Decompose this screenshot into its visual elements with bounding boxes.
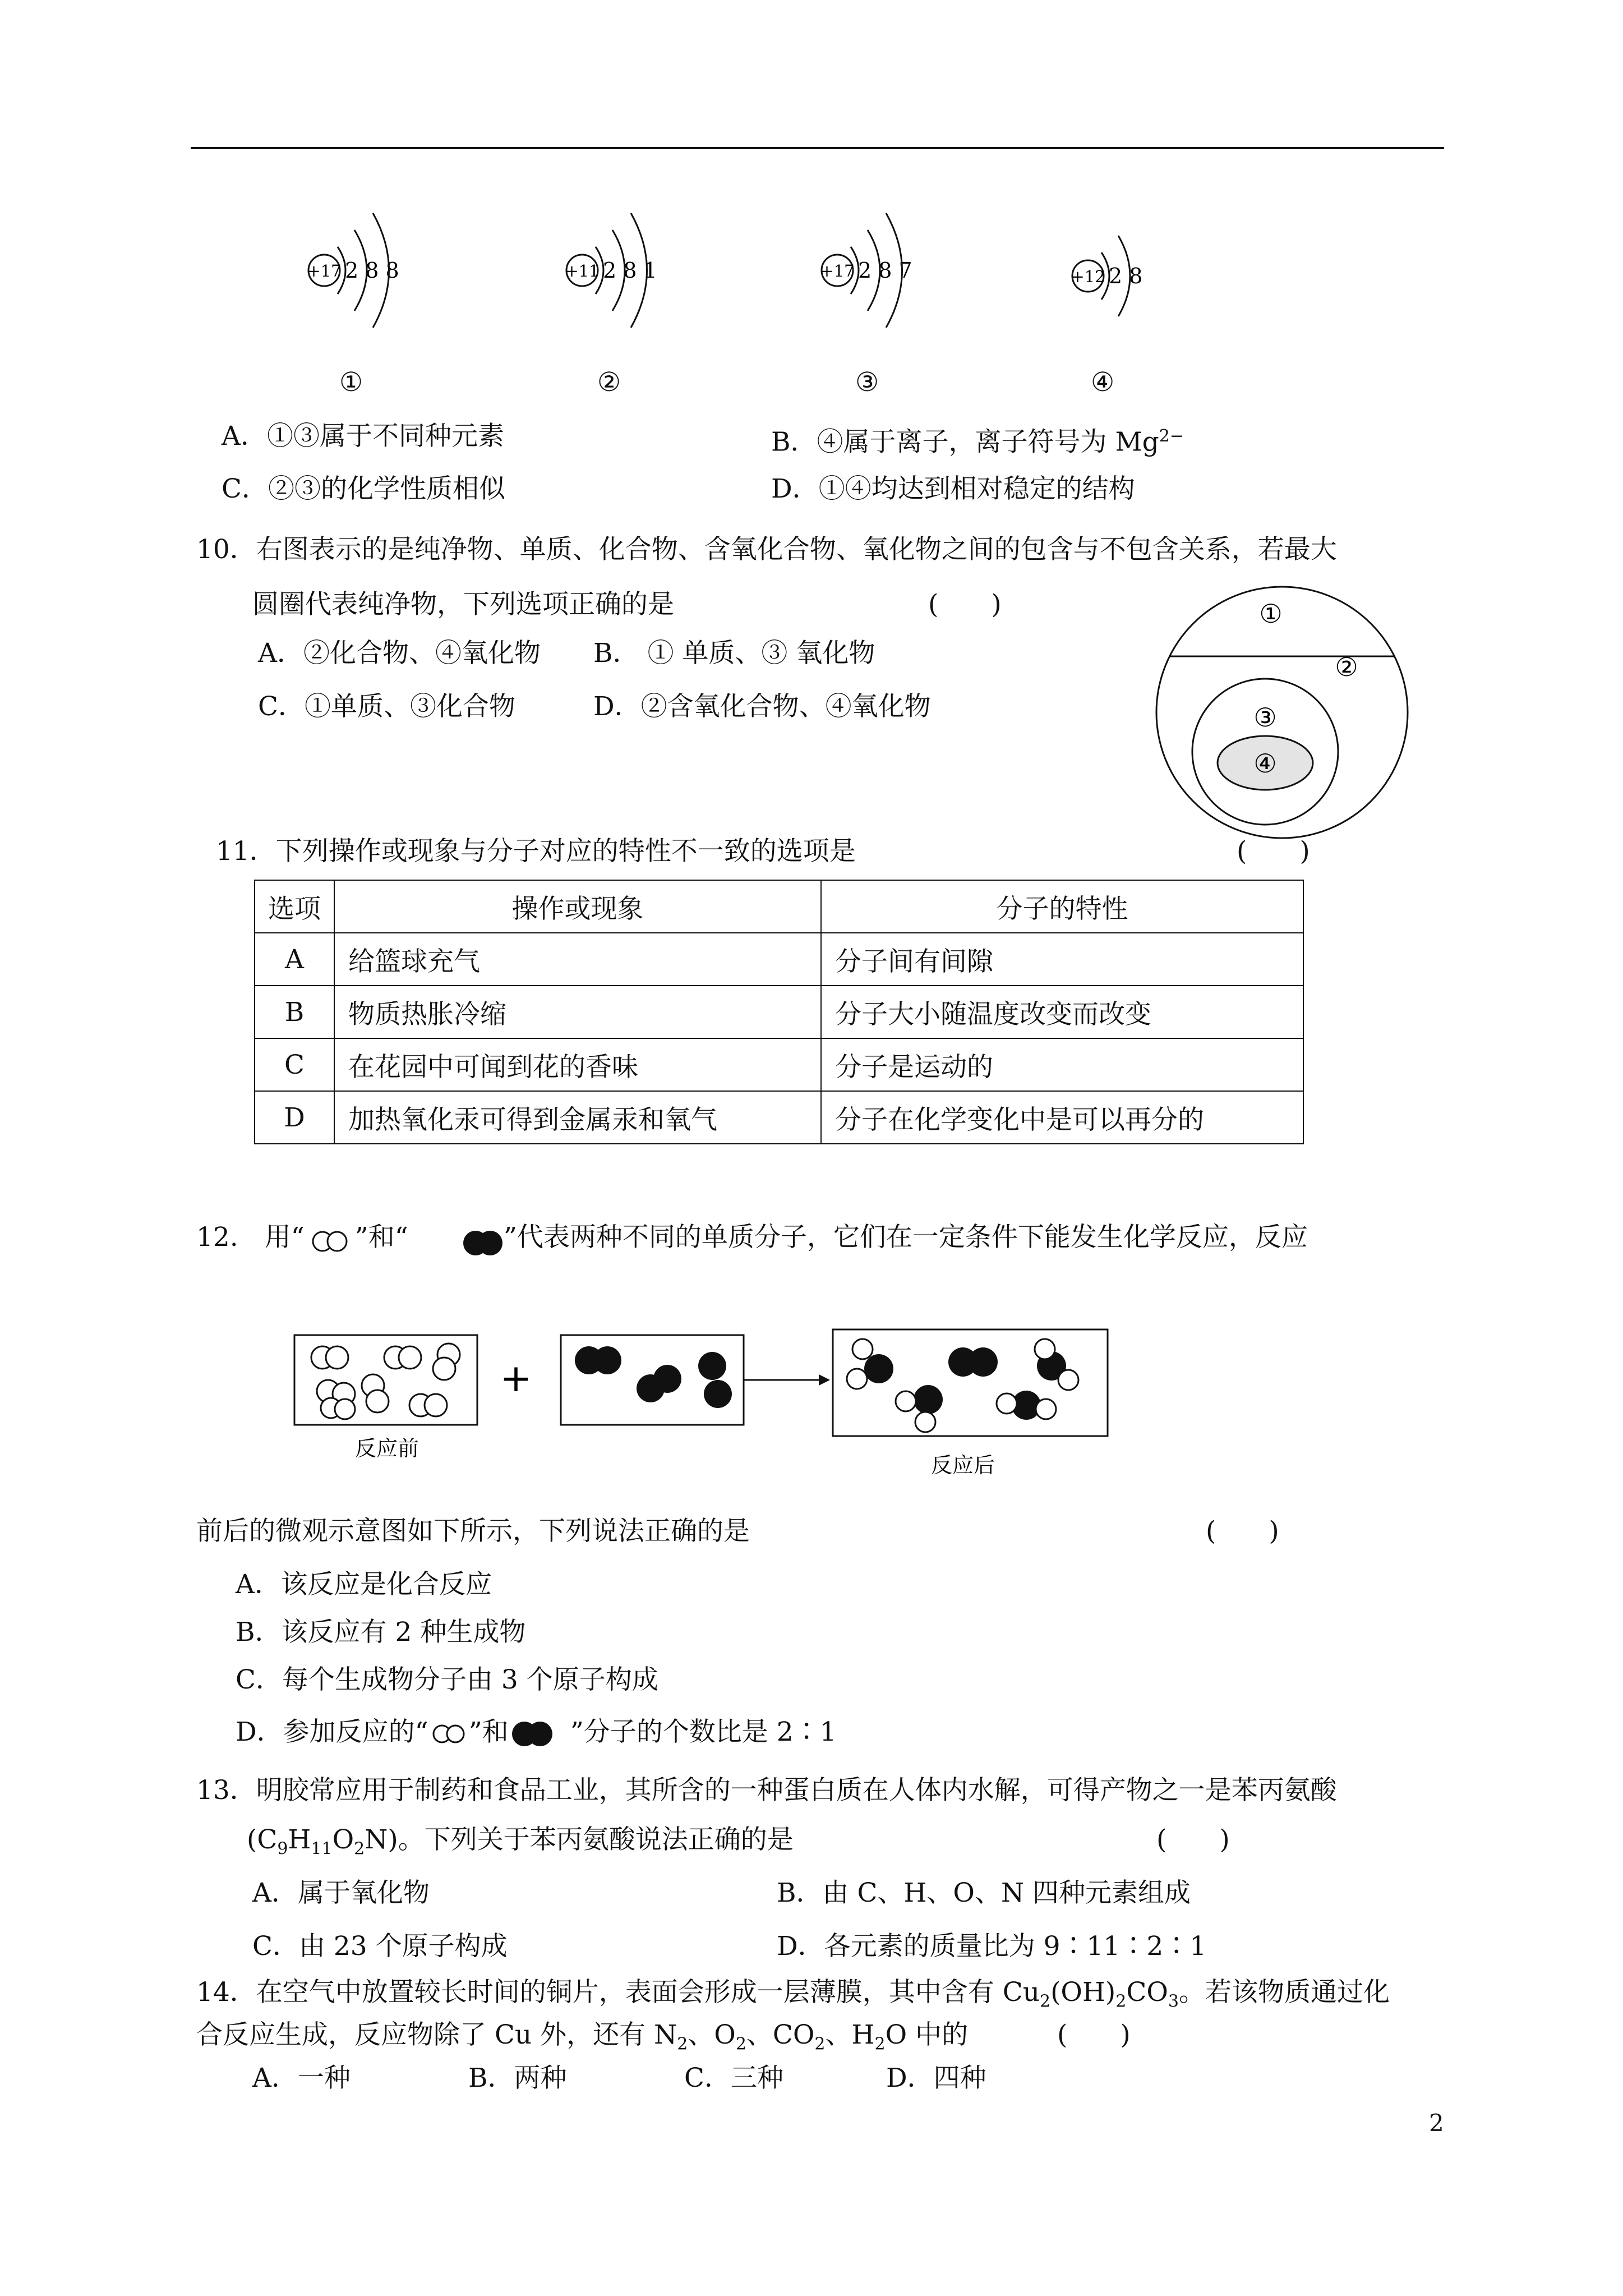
q9-option-b[interactable] bbox=[771, 420, 1184, 459]
q11-row-b-option: B bbox=[255, 986, 334, 1038]
q11-row-a-operation: 给篮球充气 bbox=[334, 933, 821, 986]
q11-row-c-property: 分子是运动的 bbox=[821, 1038, 1303, 1091]
q14-option-b[interactable]: B．两种 bbox=[468, 2063, 567, 2093]
q9-option-a[interactable]: A．①③属于不同种元素 bbox=[222, 421, 504, 452]
q12-option-b[interactable]: B．该反应有 2 种生成物 bbox=[236, 1617, 526, 1648]
reaction-after-label: 反应后 bbox=[931, 1453, 995, 1478]
q13-formula-sub-c: 9 bbox=[277, 1839, 288, 1859]
q10-option-d[interactable]: D．②含氧化合物、④氧化物 bbox=[593, 691, 931, 722]
q14-sub-co2: 2 bbox=[814, 2034, 826, 2054]
q13-formula-c: (C bbox=[247, 1824, 278, 1855]
q13-option-b[interactable]: B．由 C、H、O、N 四种元素组成 bbox=[777, 1878, 1191, 1908]
venn-label-3: ③ bbox=[1253, 702, 1277, 733]
black-molecule-icon bbox=[509, 1718, 570, 1750]
q12-stem-part3: ”代表两种不同的单质分子，它们在一定条件下能发生化学反应，反应 bbox=[503, 1222, 1308, 1253]
q11-row-d-operation: 加热氧化汞可得到金属汞和氧气 bbox=[334, 1091, 821, 1144]
q13-formula-h: H bbox=[288, 1824, 311, 1855]
atom-2-electrons: 2 8 1 bbox=[603, 258, 657, 283]
table-row[interactable] bbox=[255, 986, 1303, 1038]
q13-answer-paren[interactable]: ( ) bbox=[1156, 1824, 1230, 1855]
q12-stem-part2: ”和“ bbox=[354, 1222, 408, 1253]
q9-option-b-text: B．④属于离子，离子符号为 Mg bbox=[771, 426, 1159, 458]
q14-line1-part-b: (OH) bbox=[1050, 1977, 1116, 2008]
atom-1-nucleus: +17 bbox=[307, 261, 342, 280]
atom-diagram-2 bbox=[565, 213, 657, 328]
q14-line1-part-a: 14．在空气中放置较长时间的铜片，表面会形成一层薄膜，其中含有 Cu bbox=[196, 1977, 1040, 2008]
atom-diagram-3 bbox=[820, 213, 912, 328]
q9-option-b-charge: 2− bbox=[1159, 426, 1184, 446]
q11-row-d-option: D bbox=[255, 1091, 334, 1144]
q14-line2-part-e: O 中的 bbox=[885, 2019, 969, 2050]
q12-stem-part1: 12. 用“ bbox=[196, 1222, 305, 1253]
atom-3-nucleus: +17 bbox=[820, 261, 855, 280]
q12-option-d[interactable] bbox=[236, 1715, 837, 1750]
q11-stem: 11．下列操作或现象与分子对应的特性不一致的选项是 bbox=[216, 836, 856, 867]
header-rule bbox=[191, 147, 1444, 149]
atom-diagram-4 bbox=[1071, 236, 1142, 316]
q12-option-c[interactable]: C．每个生成物分子由 3 个原子构成 bbox=[236, 1664, 658, 1695]
atom-4-electrons: 2 8 bbox=[1109, 264, 1143, 288]
q13-option-d[interactable]: D．各元素的质量比为 9∶11∶2∶1 bbox=[777, 1931, 1207, 1962]
q11-header-operation: 操作或现象 bbox=[334, 880, 821, 933]
q14-option-a[interactable]: A．一种 bbox=[252, 2063, 351, 2093]
q12-option-d-part3: ”分子的个数比是 2∶1 bbox=[570, 1717, 837, 1747]
table-row[interactable] bbox=[255, 1091, 1303, 1144]
venn-label-4: ④ bbox=[1253, 748, 1277, 779]
q14-stem-line1 bbox=[196, 1976, 1390, 2018]
q11-row-b-operation: 物质热胀冷缩 bbox=[334, 986, 821, 1038]
atom-2-nucleus: +11 bbox=[565, 261, 600, 280]
atom-3-electrons: 2 8 7 bbox=[858, 258, 912, 283]
q11-header-property: 分子的特性 bbox=[821, 880, 1303, 933]
q11-row-b-property: 分子大小随温度改变而改变 bbox=[821, 986, 1303, 1038]
q12-option-d-part2: ”和 bbox=[468, 1717, 509, 1747]
q10-venn-diagram bbox=[1153, 583, 1411, 841]
q11-answer-paren[interactable]: ( ) bbox=[1237, 836, 1310, 867]
table-row[interactable] bbox=[255, 933, 1303, 986]
q9-option-d[interactable]: D．①④均达到相对稳定的结构 bbox=[771, 473, 1135, 504]
q10-option-c[interactable]: C．①单质、③化合物 bbox=[258, 691, 515, 722]
q14-line1-part-d: 。若该物质通过化 bbox=[1178, 1977, 1390, 2008]
q14-option-d[interactable]: D．四种 bbox=[886, 2063, 986, 2093]
q11-row-a-property: 分子间有间隙 bbox=[821, 933, 1303, 986]
q14-sub-cu: 2 bbox=[1039, 1991, 1051, 2012]
q14-answer-paren[interactable]: ( ) bbox=[1057, 2019, 1131, 2050]
venn-label-1: ① bbox=[1259, 599, 1283, 629]
q11-header-option: 选项 bbox=[255, 880, 334, 933]
q14-sub-o2: 2 bbox=[735, 2034, 746, 2054]
reaction-plus-sign: + bbox=[500, 1356, 532, 1401]
q11-row-c-operation: 在花园中可闻到花的香味 bbox=[334, 1038, 821, 1091]
q13-stem-line2 bbox=[247, 1823, 794, 1866]
q13-formula-n-and-stem: N)。下列关于苯丙氨酸说法正确的是 bbox=[365, 1824, 794, 1855]
venn-label-2: ② bbox=[1335, 652, 1358, 682]
q11-row-d-property: 分子在化学变化中是可以再分的 bbox=[821, 1091, 1303, 1144]
q14-line2-part-a: 合反应生成，反应物除了 Cu 外，还有 N bbox=[196, 2019, 677, 2050]
q14-line1-part-c: CO bbox=[1126, 1977, 1168, 2008]
q12-option-d-part1: D．参加反应的“ bbox=[236, 1717, 428, 1747]
q14-line2-part-d: 、H bbox=[825, 2019, 875, 2050]
white-molecule-icon bbox=[305, 1223, 355, 1255]
q14-stem-line2 bbox=[196, 2018, 968, 2061]
q11-table bbox=[254, 880, 1304, 1144]
q14-sub-n2: 2 bbox=[677, 2034, 688, 2054]
q10-stem-line2: 圆圈代表纯净物，下列选项正确的是 bbox=[252, 589, 674, 620]
q13-stem-line1: 13．明胶常应用于制药和食品工业，其所含的一种蛋白质在人体内水解，可得产物之一是苯丙氨酸 bbox=[196, 1775, 1337, 1806]
reaction-before-label: 反应前 bbox=[355, 1436, 419, 1461]
black-molecule-icon bbox=[408, 1221, 504, 1258]
q14-line2-part-b: 、O bbox=[688, 2019, 736, 2050]
atom-label-2: ② bbox=[597, 367, 621, 398]
q14-sub-co3: 3 bbox=[1168, 1991, 1179, 2012]
q12-stem-line1 bbox=[196, 1221, 1308, 1258]
q10-stem-line1: 10．右图表示的是纯净物、单质、化合物、含氧化合物、氧化物之间的包含与不包含关系，若最大 bbox=[196, 534, 1337, 565]
q13-formula-sub-o: 2 bbox=[354, 1839, 365, 1859]
white-molecule-icon bbox=[428, 1720, 469, 1748]
q12-stem-line2: 前后的微观示意图如下所示，下列说法正确的是 bbox=[196, 1516, 750, 1547]
table-row[interactable] bbox=[255, 1038, 1303, 1091]
q14-sub-oh: 2 bbox=[1115, 1991, 1127, 2012]
q11-row-a-option: A bbox=[255, 933, 334, 986]
q13-option-c[interactable]: C．由 23 个原子构成 bbox=[252, 1931, 508, 1962]
q14-line2-part-c: 、CO bbox=[746, 2019, 815, 2050]
q12-option-a[interactable]: A．该反应是化合反应 bbox=[236, 1569, 492, 1600]
q10-option-a[interactable]: A．②化合物、④氧化物 bbox=[258, 638, 541, 669]
q14-option-c[interactable]: C．三种 bbox=[684, 2063, 783, 2093]
atom-structure-diagrams bbox=[0, 191, 1623, 359]
atom-4-nucleus: +12 bbox=[1071, 267, 1105, 286]
atom-1-electrons: 2 8 8 bbox=[345, 258, 399, 283]
q11-table-header bbox=[255, 880, 1303, 933]
q13-formula-sub-h: 11 bbox=[311, 1839, 333, 1859]
q10-option-b[interactable]: B． ① 单质、③ 氧化物 bbox=[593, 638, 875, 669]
atom-label-4: ④ bbox=[1091, 367, 1115, 398]
q11-row-c-option: C bbox=[255, 1038, 334, 1091]
q10-answer-paren[interactable]: ( ) bbox=[928, 589, 1002, 620]
q12-reaction-diagram bbox=[283, 1313, 1158, 1492]
q9-option-c[interactable]: C．②③的化学性质相似 bbox=[222, 473, 505, 504]
q13-option-a[interactable]: A．属于氧化物 bbox=[252, 1878, 430, 1908]
q14-sub-h2: 2 bbox=[874, 2034, 886, 2054]
q12-answer-paren[interactable]: ( ) bbox=[1206, 1516, 1279, 1547]
page-number: 2 bbox=[1429, 2109, 1444, 2137]
q13-formula-o: O bbox=[332, 1824, 354, 1855]
atom-label-3: ③ bbox=[855, 367, 879, 398]
atom-diagram-1 bbox=[307, 213, 399, 328]
atom-label-1: ① bbox=[339, 367, 363, 398]
